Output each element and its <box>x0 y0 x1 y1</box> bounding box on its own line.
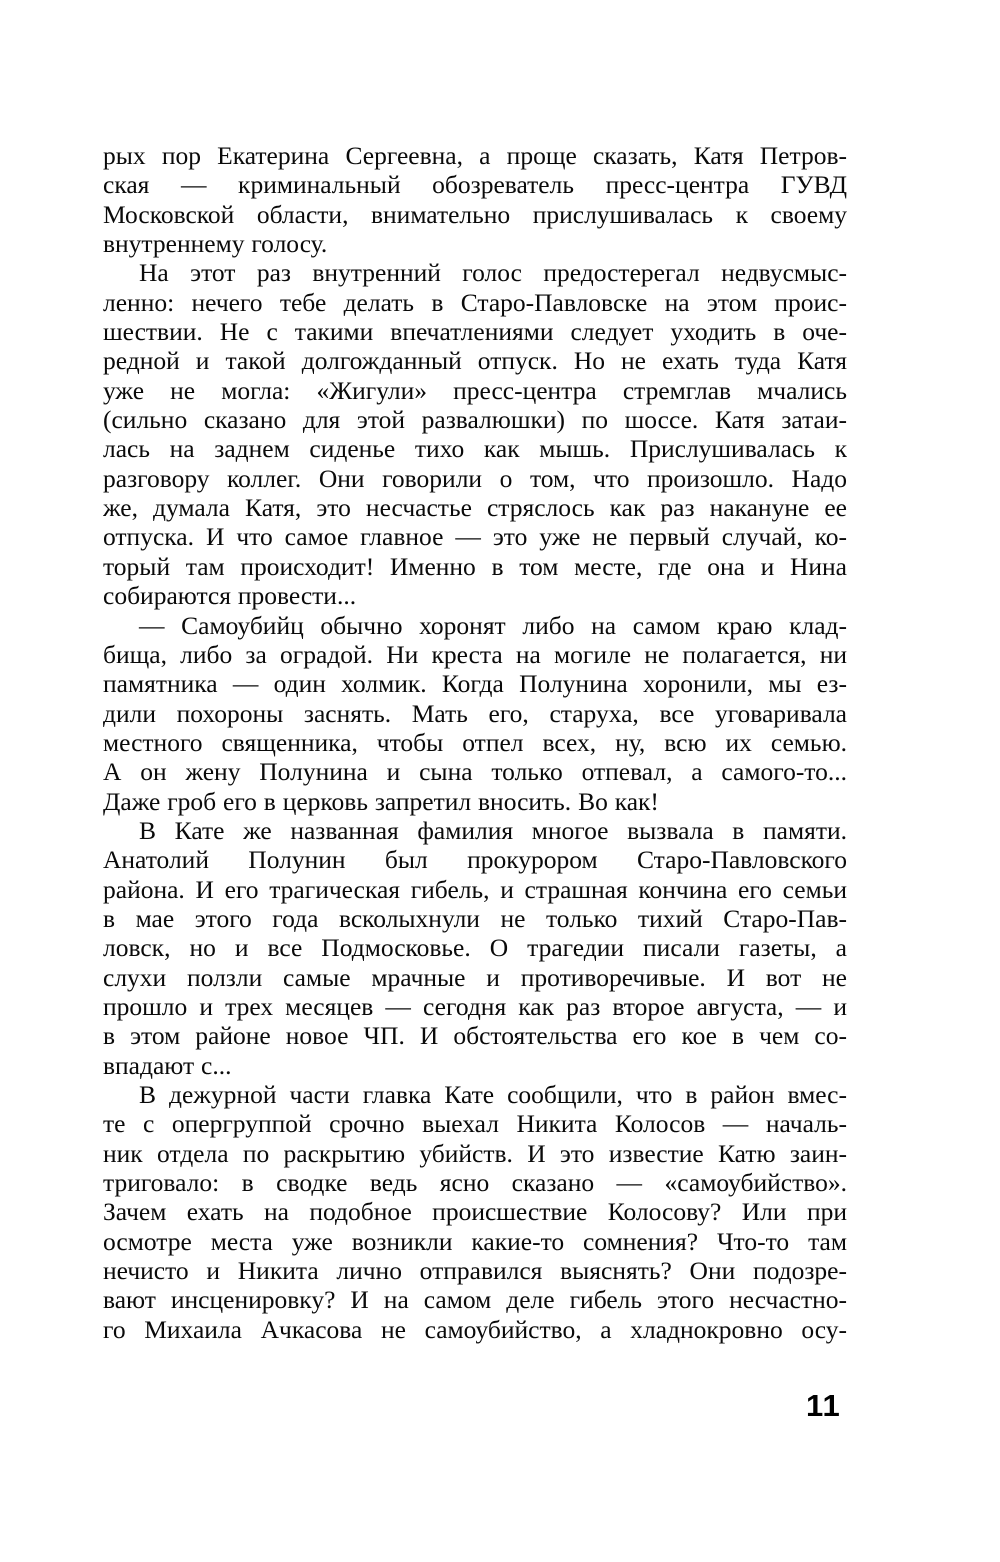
text-line: торый там происходит! Именно в том месте, где она и Нина <box>103 551 847 581</box>
text-line: те с опергруппой срочно выехал Никита Колосов — началь- <box>103 1109 847 1139</box>
text-line: В Кате же названная фамилия многое вызвала в памяти. <box>139 815 847 845</box>
paragraph <box>103 141 847 258</box>
text-line: триговало: в сводке ведь ясно сказано — «самоубийство». <box>103 1168 847 1198</box>
text-line: Даже гроб его в церковь запретил вносить. Во как! <box>103 786 659 816</box>
text-line: отпуска. И что самое главное — это уже не первый случай, ко- <box>103 522 847 552</box>
text-line: Анатолий Полунин был прокурором Старо-Павловского <box>103 845 847 875</box>
text-line: ловск, но и все Подмосковье. О трагедии писали газеты, а <box>103 933 847 963</box>
text-line: На этот раз внутренний голос предостерегал недвусмыс- <box>139 258 847 288</box>
text-line: уже не могла: «Жигули» пресс-центра стремглав мчались <box>103 375 847 405</box>
text-line: памятника — один холмик. Когда Полунина хоронили, мы ез- <box>103 669 847 699</box>
text-line: Зачем ехать на подобное происшествие Колосову? Или при <box>103 1197 847 1227</box>
text-line: внутреннему голосу. <box>103 229 328 259</box>
paragraph <box>103 258 847 610</box>
paragraph <box>103 816 847 1080</box>
paragraph <box>103 1080 847 1344</box>
text-line: В дежурной части главка Кате сообщили, что в район вмес- <box>139 1080 847 1109</box>
text-line: прошло и трех месяцев — сегодня как раз второе августа, — и <box>103 991 847 1021</box>
text-line: собираются провести... <box>103 581 357 611</box>
text-line: бища, либо за оградой. Ни креста на могиле не полагается, ни <box>103 639 847 669</box>
text-line: шествии. Не с такими впечатлениями следует уходить в оче- <box>103 317 847 347</box>
text-line: А он жену Полунина и сына только отпевал, а самого-то... <box>103 757 847 787</box>
text-line: нечисто и Никита лично отправился выяснять? Они подозре- <box>103 1256 847 1286</box>
text-line: ленно: нечего тебе делать в Старо-Павловске на этом проис- <box>103 287 847 317</box>
text-line: разговору коллег. Они говорили о том, что произошло. Надо <box>103 463 847 493</box>
text-line: района. И его трагическая гибель, и страшная кончина его семьи <box>103 874 847 904</box>
text-block <box>103 141 847 1344</box>
text-line: ская — криминальный обозреватель пресс-центра ГУВД <box>103 170 847 200</box>
page-number: 11 <box>806 1388 841 1423</box>
paragraph <box>103 611 847 816</box>
text-line: в этом районе новое ЧП. И обстоятельства его кое в чем со- <box>103 1021 847 1051</box>
text-line: местного священника, чтобы отпел всех, ну, всю их семью. <box>103 727 847 757</box>
text-line: лась на заднем сиденье тихо как мышь. Прислушивалась к <box>103 434 847 464</box>
text-line: Московской области, внимательно прислушивалась к своему <box>103 199 847 229</box>
text-line: осмотре места уже возникли какие-то сомнения? Что-то там <box>103 1226 847 1256</box>
text-line: ник отдела по раскрытию убийств. И это известие Катю заин- <box>103 1138 847 1168</box>
text-line: (сильно сказано для этой развалюшки) по шоссе. Катя затаи- <box>103 405 847 435</box>
text-line: редной и такой долгожданный отпуск. Но не ехать туда Катя <box>103 346 847 376</box>
text-line: в мае этого года всколыхнули не только тихий Старо-Пав- <box>103 903 847 933</box>
text-line: го Михаила Ачкасова не самоубийство, а хладнокровно осу- <box>103 1314 847 1344</box>
text-line: слухи ползли самые мрачные и противоречивые. И вот не <box>103 962 847 992</box>
text-line: впадают с... <box>103 1050 232 1080</box>
text-line: же, думала Катя, это несчастье стряслось как раз накануне ее <box>103 493 847 523</box>
text-line: дили похороны заснять. Мать его, старуха, все уговаривала <box>103 698 847 728</box>
text-line: вают инсценировку? И на самом деле гибель этого несчастно- <box>103 1285 847 1315</box>
text-line: рых пор Екатерина Сергеевна, а проще сказать, Катя Петров- <box>103 141 847 170</box>
text-line: — Самоубийц обычно хоронят либо на самом краю клад- <box>139 610 847 640</box>
